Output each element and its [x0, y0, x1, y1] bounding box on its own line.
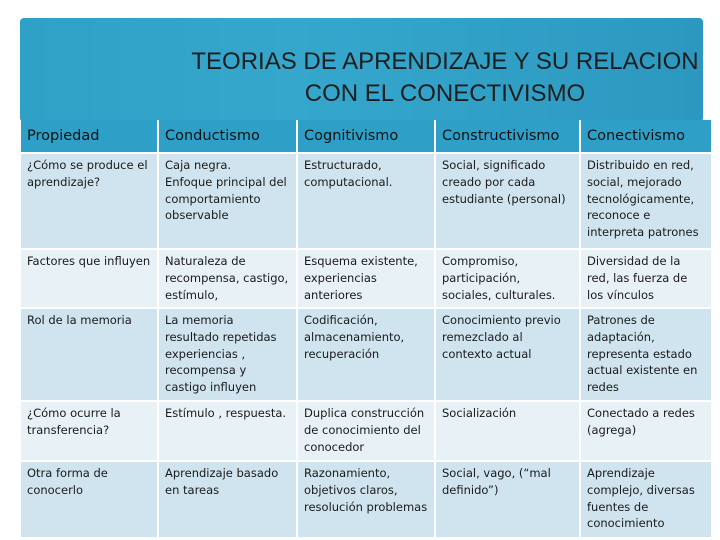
header-cognitivismo: Cognitivismo: [297, 120, 435, 153]
table-cell: Aprendizaje complejo, diversas fuentes de conocimiento: [580, 461, 712, 537]
table-cell: ¿Cómo se produce el aprendizaje?: [21, 153, 158, 249]
table-cell: Naturaleza de recompensa, castigo, estímulo,: [158, 249, 297, 308]
table-cell: Socialización: [435, 401, 580, 461]
table-cell: Compromiso, participación, sociales, culturales.: [435, 249, 580, 308]
table-cell: ¿Cómo ocurre la transferencia?: [21, 401, 158, 461]
table-row: [21, 461, 712, 537]
table-cell: Otra forma de conocerlo: [21, 461, 158, 537]
table-row: [21, 153, 712, 249]
table-cell: Duplica construcción de conocimiento del conocedor: [297, 401, 435, 461]
table-cell: Razonamiento, objetivos claros, resolución problemas: [297, 461, 435, 537]
header-conductismo: Conductismo: [158, 120, 297, 153]
comparison-table: [21, 120, 713, 537]
header-propiedad: Propiedad: [21, 120, 158, 153]
table-cell: Patrones de adaptación, representa estado actual existente en redes: [580, 308, 712, 401]
table-cell: Codificación, almacenamiento, recuperación: [297, 308, 435, 401]
table-row: [21, 308, 712, 401]
table-header-row: [21, 120, 712, 153]
table-cell: Estímulo , respuesta.: [158, 401, 297, 461]
header-constructivismo: Constructivismo: [435, 120, 580, 153]
table-cell: Diversidad de la red, las fuerza de los vínculos: [580, 249, 712, 308]
table-row: [21, 249, 712, 308]
table-cell: Conocimiento previo remezclado al contexto actual: [435, 308, 580, 401]
table-cell: Caja negra. Enfoque principal del comportamiento observable: [158, 153, 297, 249]
table-row: [21, 401, 712, 461]
table-cell: Conectado a redes (agrega): [580, 401, 712, 461]
table-cell: Factores que influyen: [21, 249, 158, 308]
table-cell: Social, vago, (“mal definido”): [435, 461, 580, 537]
table-cell: Rol de la memoria: [21, 308, 158, 401]
table-cell: Distribuido en red, social, mejorado tecnológicamente, reconoce e interpreta patrones: [580, 153, 712, 249]
table-cell: Esquema existente, experiencias anteriores: [297, 249, 435, 308]
slide-title: TEORIAS DE APRENDIZAJE Y SU RELACION CON EL CONECTIVISMO: [191, 48, 699, 107]
header-conectivismo: Conectivismo: [580, 120, 712, 153]
table-cell: La memoria resultado repetidas experiencias , recompensa y castigo influyen: [158, 308, 297, 401]
table-cell: Social, significado creado por cada estudiante (personal): [435, 153, 580, 249]
table-cell: Aprendizaje basado en tareas: [158, 461, 297, 537]
table-cell: Estructurado, computacional.: [297, 153, 435, 249]
